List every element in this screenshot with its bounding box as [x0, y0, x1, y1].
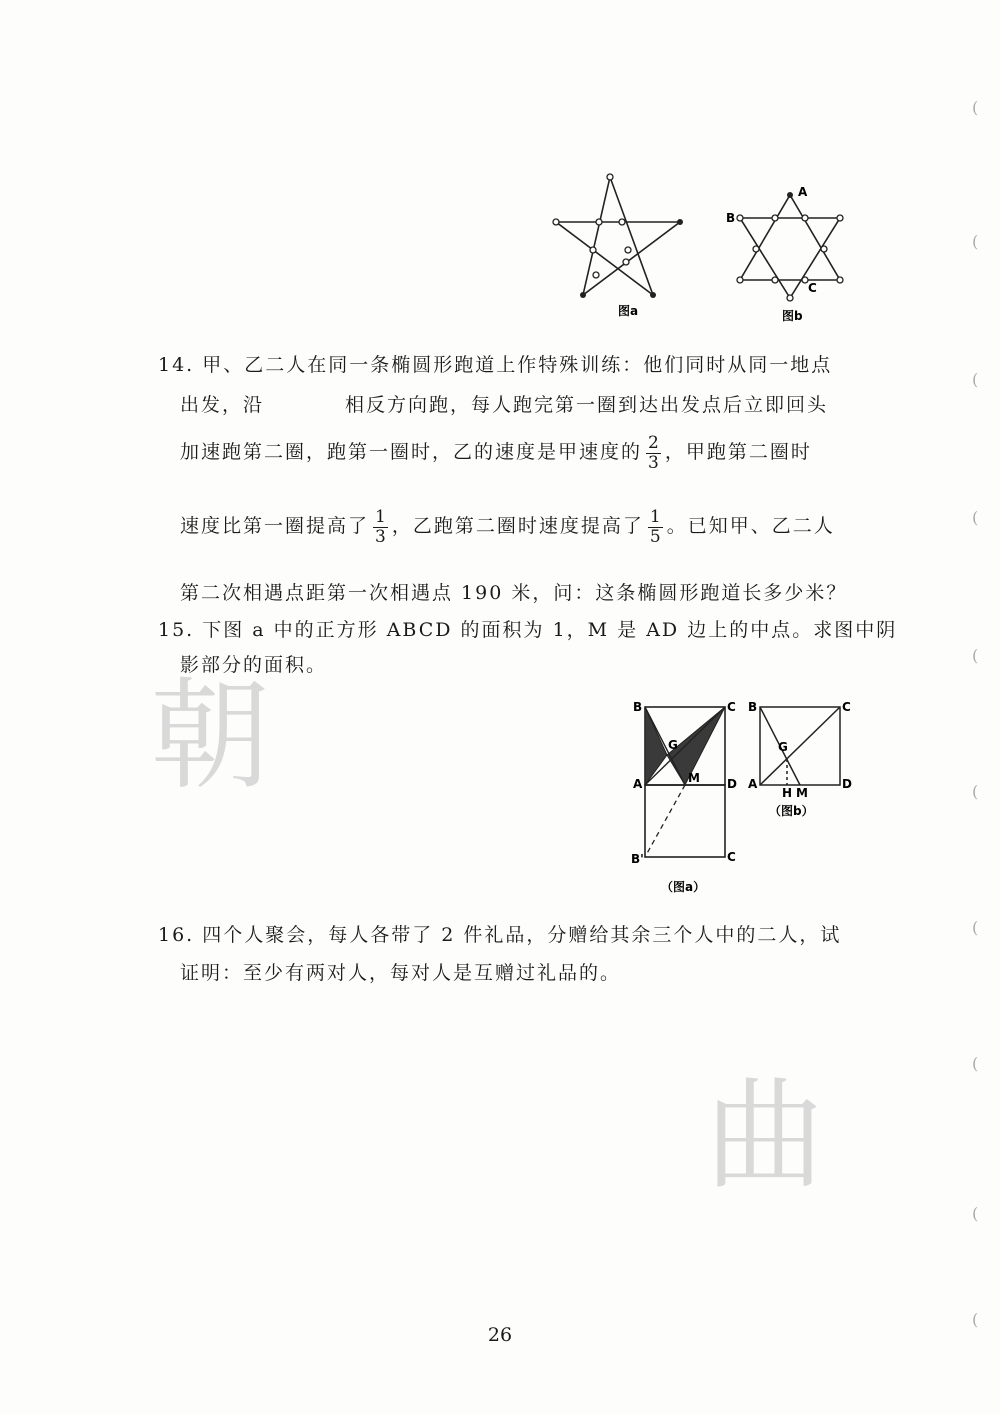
fig-b-point-h: H	[782, 786, 793, 800]
fraction-one-fifth: $\frac{1}{5}$	[649, 507, 661, 547]
fig-a-point-a: A	[633, 777, 643, 791]
fig-a-point-b2: B'	[631, 852, 644, 866]
fig-b-point-g: G	[778, 740, 788, 754]
fig-a-point-c2: C	[727, 850, 736, 864]
q14-line-4b: ，乙跑第二圈时速度提高了	[391, 515, 644, 538]
q15-line-2: 影部分的面积。	[180, 654, 328, 676]
fig-a-point-m: M	[688, 771, 700, 785]
q14-line-3a: 加速跑第二圈，跑第一圈时，乙的速度是甲速度的	[180, 441, 643, 464]
fig-b-caption: （图b）	[769, 804, 814, 818]
figure-star-pentagram	[540, 165, 700, 325]
binder-mark: (	[972, 508, 979, 527]
watermark-right: 曲	[705, 1067, 825, 1206]
watermark-left: 朝	[150, 667, 270, 806]
binder-mark: (	[972, 98, 979, 117]
fig-a-point-d: D	[727, 777, 737, 791]
fig-a-caption: （图a）	[661, 880, 706, 894]
fraction-one-third: $\frac{1}{3}$	[375, 507, 386, 547]
figure-square-b	[745, 695, 855, 825]
binder-mark: (	[972, 370, 979, 389]
fig-b-point-m: M	[796, 786, 808, 800]
fig-b-point-a: A	[748, 777, 758, 791]
fig-a-label: 图a	[618, 304, 639, 318]
q16-line-1: 16. 四个人聚会，每人各带了 2 件礼品，分赠给其余三个人中的二人，试	[158, 924, 842, 946]
q14-line-2b: 相反方向跑，每人跑完第一圈到达出发点后立即回头	[345, 394, 829, 416]
binder-mark: (	[972, 918, 979, 937]
fig-a-point-g: G	[668, 738, 678, 752]
fig-b-point-d: D	[842, 777, 852, 791]
fig-b-label: 图b	[782, 309, 803, 323]
q14-line-4a: 速度比第一圈提高了	[180, 515, 370, 538]
fig-b-point-c: C	[842, 700, 851, 714]
q14-line-3	[180, 434, 812, 472]
fig-b-point-b: B	[748, 700, 758, 714]
q14-line-4	[180, 508, 835, 546]
binder-mark: (	[972, 1204, 979, 1223]
figure-square-a	[625, 695, 745, 900]
q14-line-3b: ，甲跑第二圈时	[664, 441, 812, 464]
q15-line-1: 15. 下图 a 中的正方形 ABCD 的面积为 1，M 是 AD 边上的中点。求图中阴	[158, 619, 898, 641]
fraction-two-thirds: $\frac{2}{3}$	[648, 433, 659, 473]
q16-line-2: 证明：至少有两对人，每对人是互赠过礼品的。	[180, 962, 622, 984]
fig-a-point-b: B	[633, 700, 643, 714]
binder-mark: (	[972, 1054, 979, 1073]
fig-b-point-c: C	[808, 281, 817, 295]
fig-b-point-a: A	[798, 185, 808, 199]
q14-line-4c: 。已知甲、乙二人	[666, 515, 835, 538]
binder-mark: (	[972, 782, 979, 801]
fig-b-point-b: B	[726, 211, 736, 225]
binder-mark: (	[972, 232, 979, 251]
fig-a-point-c: C	[727, 700, 736, 714]
q14-line-2a: 出发，沿	[180, 394, 265, 416]
binder-mark: (	[972, 646, 979, 665]
q14-line-1: 14. 甲、乙二人在同一条椭圆形跑道上作特殊训练：他们同时从同一地点	[158, 354, 833, 376]
binder-mark: (	[972, 1310, 979, 1329]
figure-star-hexagram	[720, 180, 860, 325]
page-number: 26	[487, 1324, 513, 1346]
q14-line-5: 第二次相遇点距第一次相遇点 190 米，问：这条椭圆形跑道长多少米？	[180, 582, 848, 604]
